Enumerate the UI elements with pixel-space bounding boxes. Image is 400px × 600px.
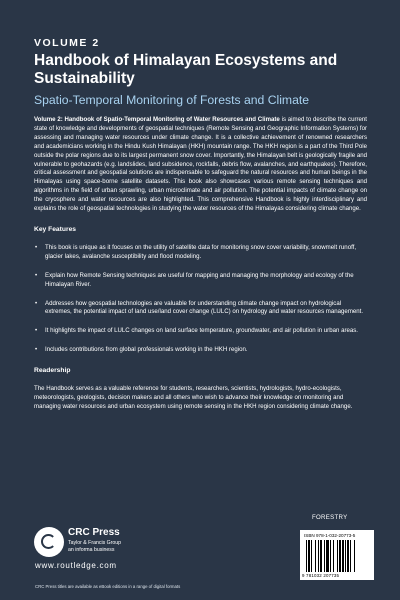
feature-text: Explain how Remote Sensing techniques are useful for mapping and managing the morphology and ecology of the Himalayan River. [45, 271, 354, 288]
key-features-heading: Key Features [34, 225, 77, 233]
volume-label: VOLUME 2 [34, 37, 100, 49]
list-item [34, 272, 367, 290]
description-text: is aimed to describe the current state of knowledge and developments of geospatial techniques (Remote Sensing and Geographic Information Systems) for assessing and managing water resources under climate change. It is a collective achievement of renowned researchers and academicians working in the Hindu Kush Himalayan (HKH) mountain range. The HKH region is a part of the Third Pole outside the polar regions due to its largest permanent snow cover. Importantly, the Himalayan belt is geologically fragile and vulnerable to geohazards (e.g. landslides, land subsidence, rockfalls, debris flow, avalanches, and earthquakes). Therefore, critical assessment and geospatial solutions are indispensable to safeguard the natural resources and human beings in the Himalayas using space-borne satellite datasets. This book also showcases various remote sensing techniques and algorithms in the field of urban sprawling, urban microclimate and air pollution. The potential impacts of climate change on the cryosphere and water resources are also highlighted. This comprehensive Handbook is highly interdisciplinary and explains the role of geospatial technologies in studying the water resources of the Himalayas considering climate change. [34, 116, 367, 213]
list-item [34, 327, 367, 336]
barcode-bar [337, 540, 338, 572]
barcode-number: 9 781032 207735 [302, 573, 340, 578]
publisher-group [68, 540, 121, 553]
list-item [34, 244, 367, 262]
publisher-group-line: Taylor & Francis Group [68, 540, 122, 546]
barcode-bar [333, 540, 334, 572]
barcode-bar [320, 540, 322, 572]
crc-press-logo-icon [34, 527, 64, 557]
barcode-bar [345, 540, 346, 572]
feature-text: It highlights the impact of LULC changes on land surface temperature, groundwater, and air pollution in urban areas. [45, 327, 359, 335]
readership-text: The Handbook serves as a valuable reference for students, researchers, scientists, hydrologists, hydro-ecologists, meteorologists, geologists, decision makers and all others who wish to advance their knowledge on monitoring and managing water resources and urban ecosystem using remote sensing in the HKH region considering climate change. [34, 385, 353, 410]
barcode-bar [354, 540, 355, 572]
list-item [34, 300, 367, 318]
barcode-bars-icon [306, 540, 368, 572]
publisher-url: www.routledge.com [35, 561, 117, 570]
barcode-bar [350, 540, 351, 572]
barcode-bar [342, 540, 344, 572]
barcode-bar [318, 540, 319, 572]
barcode-bar [308, 540, 310, 572]
isbn-label: ISBN 978-1-032-20773-5 [304, 533, 356, 538]
bullet-icon: • [35, 243, 38, 251]
bullet-icon: • [35, 299, 38, 307]
publisher-name: CRC Press [68, 527, 120, 538]
list-item [34, 346, 367, 355]
barcode-bar [311, 540, 312, 572]
barcode-bar [339, 540, 341, 572]
key-features-list [34, 244, 367, 355]
bullet-icon: • [35, 346, 38, 354]
barcode [300, 530, 374, 580]
barcode-bar [324, 540, 325, 572]
bullet-icon: • [35, 271, 38, 279]
book-title: Handbook of Himalayan Ecosystems and Sustainability [34, 52, 338, 87]
bullet-icon: • [35, 327, 38, 335]
barcode-bar [330, 540, 331, 572]
crc-logo-mark [41, 534, 56, 549]
barcode-bar [315, 540, 316, 572]
publisher-group-line: an informa business [68, 546, 115, 553]
description-lead: Volume 2: Handbook of Spatio-Temporal Monitoring of Water Resources and Climate [34, 116, 280, 123]
ebook-note: CRC Press titles are available as eBook editions in a range of digital formats [35, 584, 181, 589]
category-label: FORESTRY [312, 514, 348, 521]
blurb [34, 116, 367, 412]
barcode-bar [347, 540, 349, 572]
description [34, 116, 367, 214]
barcode-bar [326, 540, 329, 572]
book-subtitle: Spatio-Temporal Monitoring of Forests and Climate [34, 93, 310, 107]
feature-text: Addresses how geospatial technologies are valuable for understanding climate change impact on hydrological extremes, the potential impact of land use/land cover change (LULC) on hydrology and water resources management. [45, 299, 364, 316]
feature-text: Includes contributions from global professionals working in the HKH region. [45, 346, 248, 354]
readership-heading: Readership [34, 367, 71, 375]
barcode-bar [306, 540, 307, 572]
feature-text: This book is unique as it focuses on the utility of satellite data for monitoring snow cover variability, snowmelt runoff, glacier lakes, avalanche susceptibility and flood modeling. [45, 243, 357, 260]
